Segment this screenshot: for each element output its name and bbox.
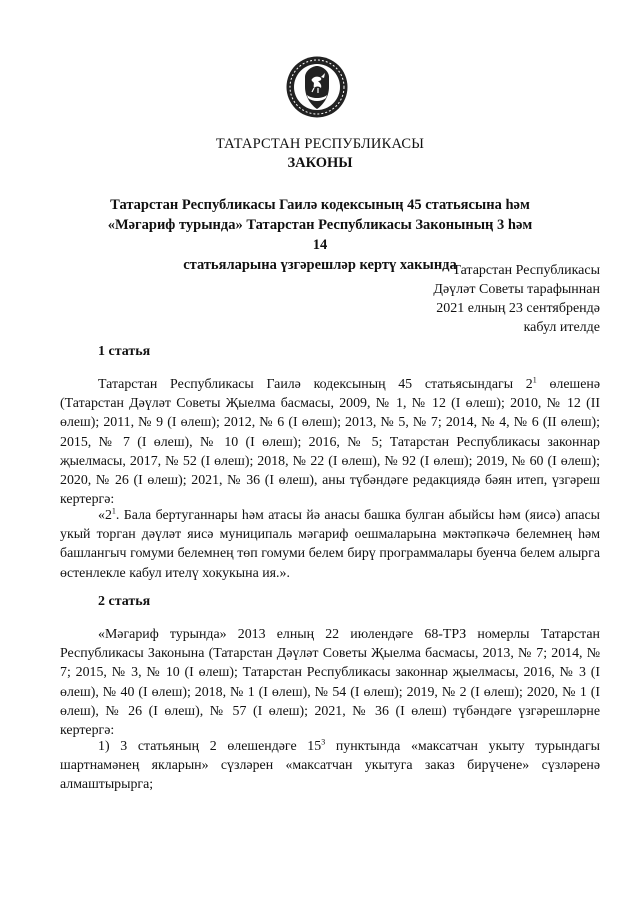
text-span: пунктында «максатчан укыту турындагы шартнамәнең якларын» сүзләрен «максатчан укытуга заказ бирүчене» сүзләренә алмаштырырга; — [60, 739, 601, 793]
adoption-line: кабул ителде — [523, 320, 600, 335]
adoption-line: Татарстан Республикасы — [452, 263, 600, 278]
header-doc-type: ЗАКОНЫ — [287, 155, 353, 171]
article2-paragraph: «Мәгариф турында» 2013 елның 22 июлендәге 68-ТРЗ номерлы Татарстан Республикасы Законына (Татарстан Дәүләт Советы Җыелма басмасы, 2013, № 7; 2014, № 7; 2015, № 3, № 10 (I өлеш); Татарстан Республикасы законнар җыелмасы, 2016, № 3 (I өлеш), № 40 (I өлеш); 2018, № 1 (I өлеш), № 54 (I өлеш); 2019, № 2 (I өлеш); 2020, № 1 (I өлеш), № 26 (I өлеш), № 57 (I өлеш); 2021, № 36 (I өлеш) түбәндәге үзгәрешләрне кертергә: — [60, 627, 600, 739]
article2-item-paragraph — [60, 737, 600, 795]
tatarstan-emblem-icon — [285, 55, 349, 119]
header-republic: ТАТАРСТАН РЕСПУБЛИКАСЫ — [215, 136, 425, 152]
adoption-line: Дәүләт Советы тарафыннан — [433, 282, 600, 297]
text-span: «2 — [98, 508, 112, 523]
superscript: 1 — [111, 506, 116, 516]
text-span: өлешенә (Татарстан Дәүләт Советы Җыелма басмасы, 2009, № 1, № 12 (I өлеш); 2010, № 12 (II өлеш); 2011, № 9 (I өлеш); 2012, № 6 (I өлеш); 2013, № 5, № 7; 2014, № 4, № 6 (II өлеш); 2015, № 7 (I өлеш), № 10 (I өлеш); 2016, № 5; Татарстан Республикасы законнар җыелмасы, 2017, № 52 (I өлеш); 2018, № 22 (I өлеш), № 92 (I өлеш); 2019, № 60 (I өлеш); 2020, № 26 (I өлеш); 2021, № 36 (I өлеш), аны түбәндәге редакциядә бәян итеп, үзгәреш кертергә: — [60, 377, 600, 508]
superscript: 1 — [532, 375, 537, 385]
article2-heading: 2 статья — [98, 594, 151, 609]
article1-quote-paragraph — [60, 506, 600, 583]
law-title-line: Татарстан Республикасы Гаилә кодексының 45 статьясына һәм — [110, 197, 530, 213]
text-span: 1) 3 статьяның 2 өлешендәге 15 — [98, 739, 322, 754]
text-span: Татарстан Республикасы Гаилә кодексының 45 статьясындагы 2 — [98, 377, 533, 392]
article1-paragraph — [60, 375, 600, 509]
law-title-line: «Мәгариф турында» Татарстан Республикасы Законының 3 һәм 14 — [107, 217, 533, 253]
adoption-note — [433, 261, 600, 337]
adoption-line: 2021 елның 23 сентябрендә — [436, 301, 600, 316]
law-title-line: статьяларына үзгәрешләр кертү хакында — [183, 257, 457, 273]
article1-heading: 1 статья — [98, 344, 151, 359]
superscript: 3 — [321, 737, 326, 747]
text-span: . Бала бертуганнары һәм атасы йә анасы башка булган абыйсы һәм (яисә) апасы укый торган дәүләт яисә муниципаль мәгариф оешмаларына мәктәпкәчә белемнең һәм башлангыч гомуми белемнең төп гомуми белем бирү программалары буенча белем алырга өстенлекле кабул ителү хокукына ия.». — [60, 508, 600, 581]
